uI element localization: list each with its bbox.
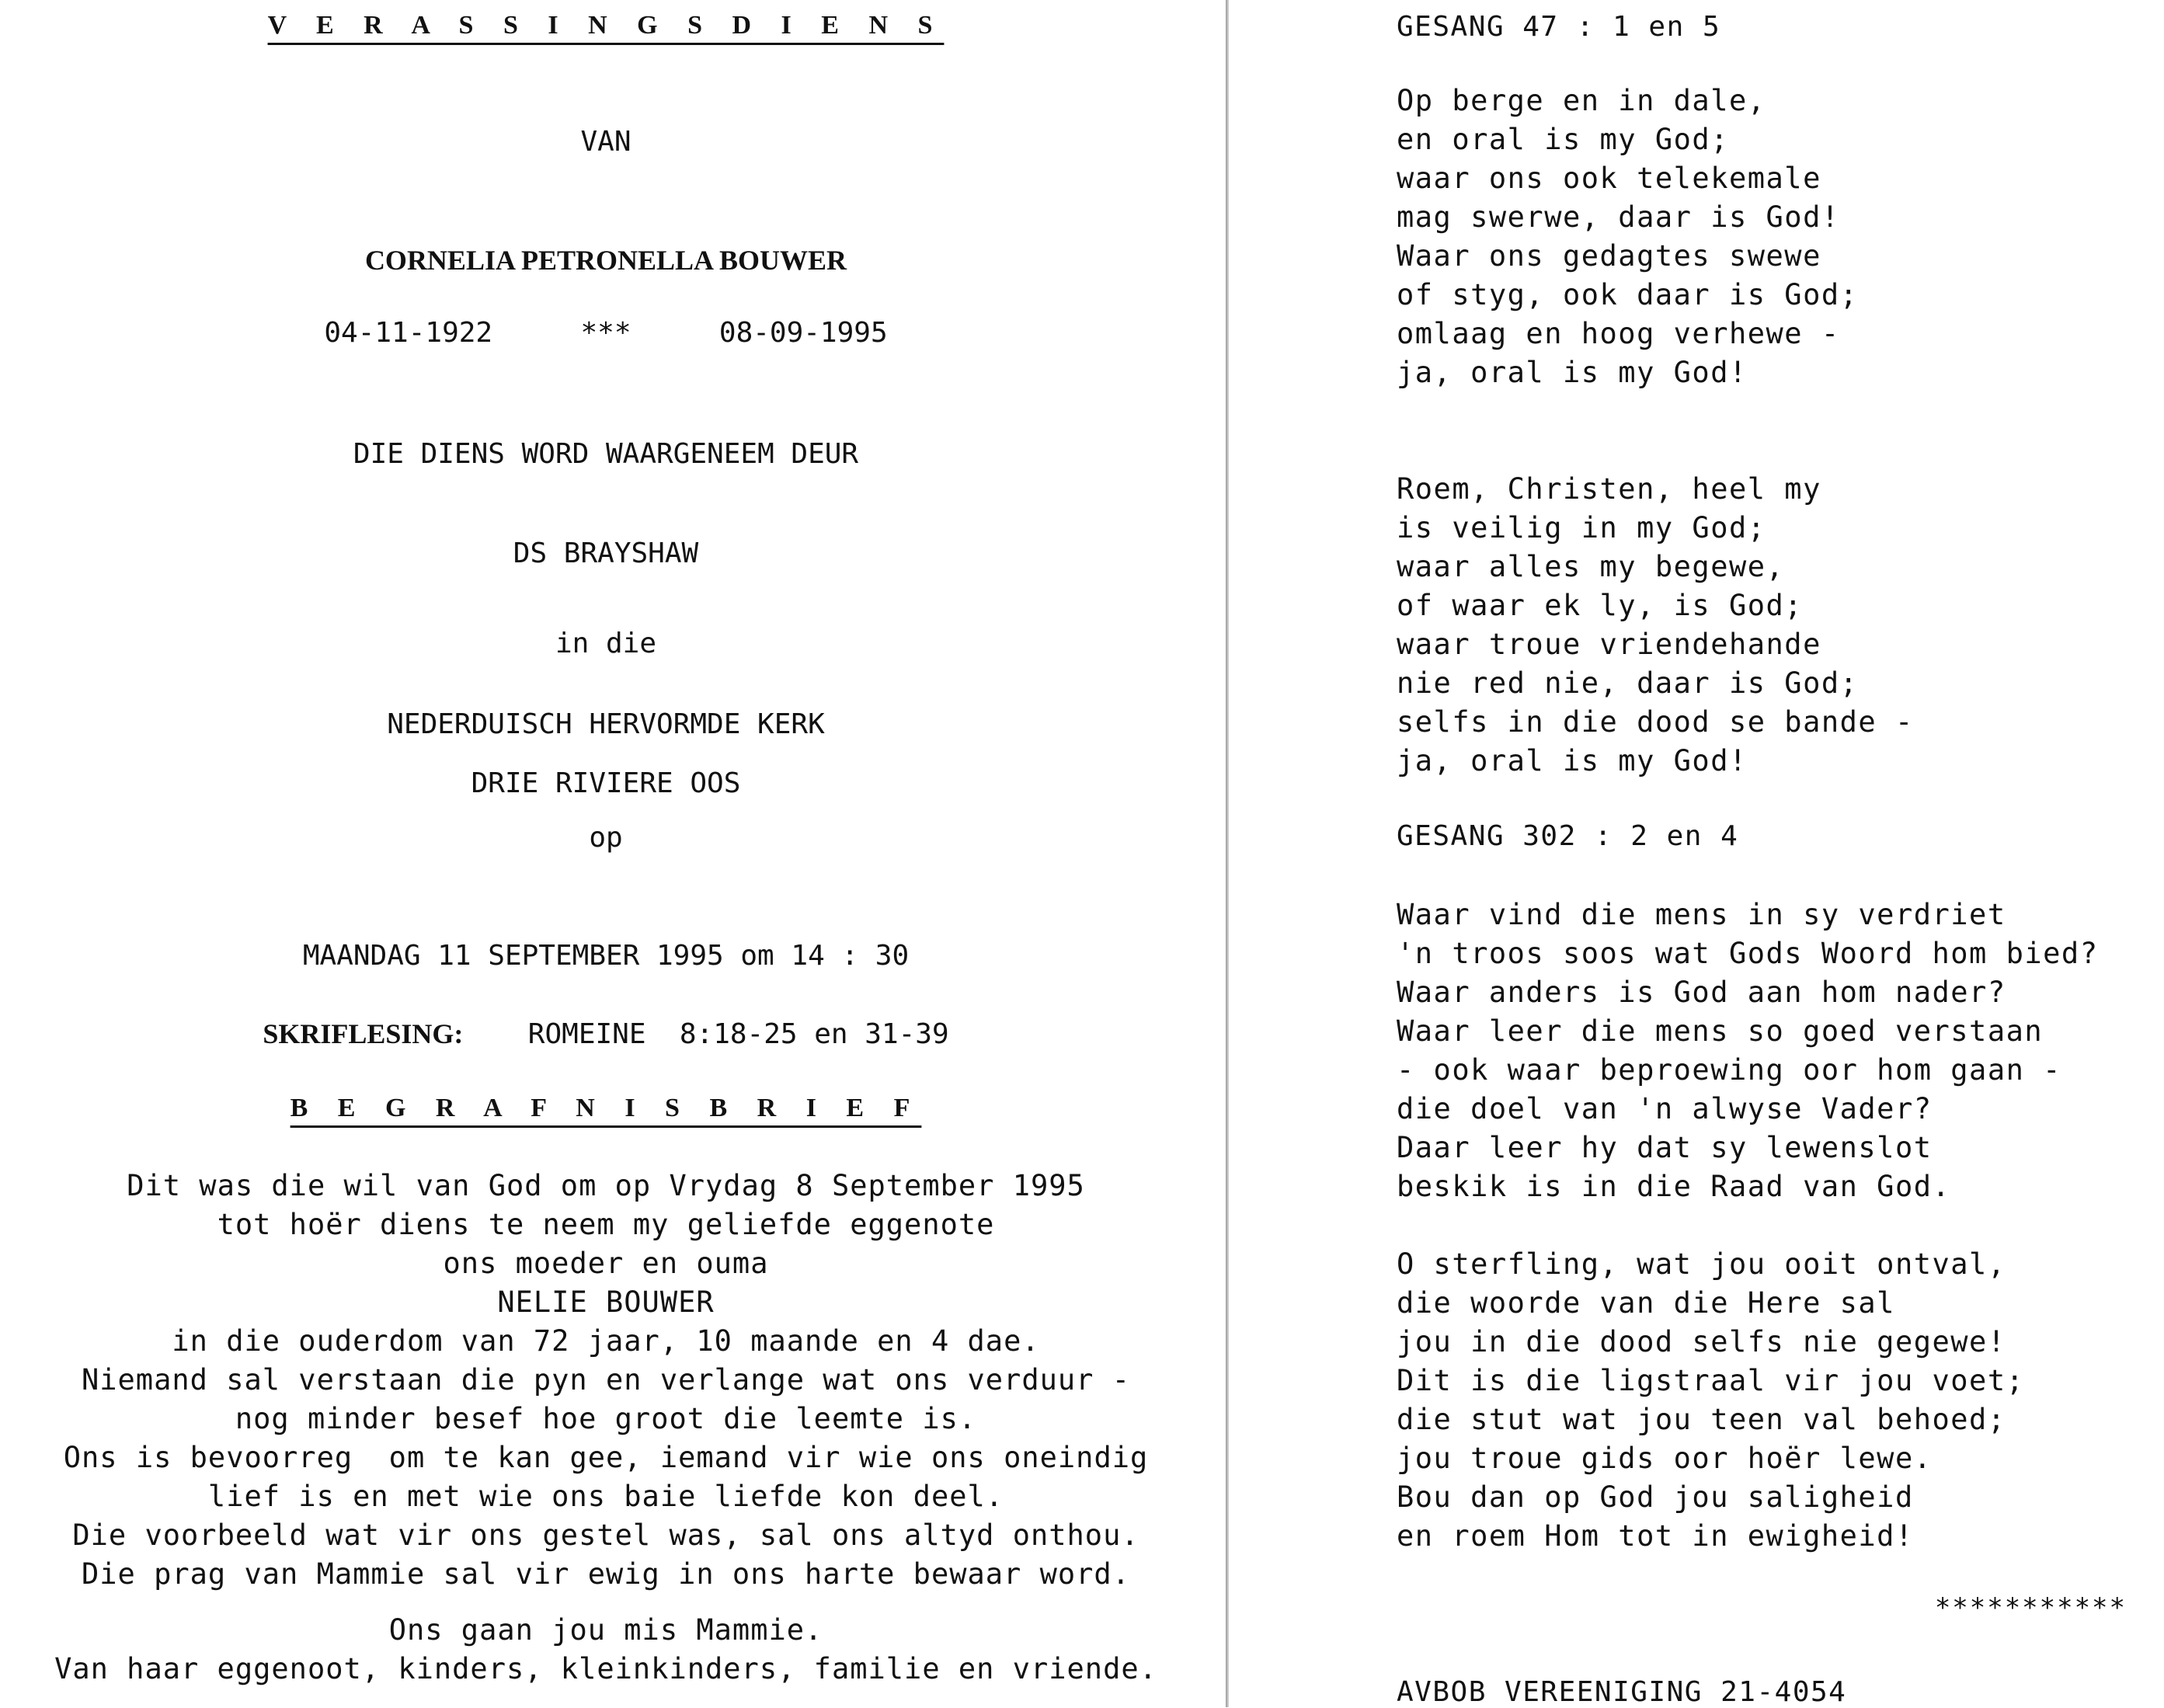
death-date: 08-09-1995 — [718, 317, 888, 349]
verse-line: en roem Hom tot in ewigheid! — [1397, 1519, 1914, 1553]
letter-line: Niemand sal verstaan die pyn en verlange wat ons verduur - — [81, 1363, 1130, 1397]
verse-line: - ook waar beproewing oor hom gaan - — [1397, 1053, 2061, 1087]
service-title: V E R A S S I N G S D I E N S — [267, 11, 945, 40]
life-dates — [0, 317, 1212, 349]
verse-line: O sterfling, wat jou ooit ontval, — [1397, 1247, 2006, 1281]
verse-line: waar alles my begewe, — [1397, 550, 1785, 583]
letter-line: Ons is bevoorreg om te kan gee, iemand vir wie ons oneindig — [63, 1441, 1149, 1474]
funeral-letter — [0, 1167, 1212, 1594]
verse-line: 'n troos soos wat Gods Woord hom bied? — [1397, 937, 2099, 970]
verse-line: ja, oral is my God! — [1397, 744, 1748, 777]
op-label: op — [589, 822, 623, 854]
verse-line: Roem, Christen, heel my — [1397, 472, 1821, 506]
letter-line: Dit was die wil van God om op Vrydag 8 September 1995 — [127, 1169, 1085, 1202]
verse-line: is veilig in my God; — [1397, 511, 1766, 544]
service-datetime: MAANDAG 11 SEPTEMBER 1995 om 14 : 30 — [302, 940, 910, 972]
church-location: DRIE RIVIERE OOS — [471, 767, 741, 799]
letter-title: B E G R A F N I S B R I E F — [290, 1094, 922, 1122]
verse-line: nie red nie, daar is God; — [1397, 666, 1859, 700]
verse-line: mag swerwe, daar is God! — [1397, 200, 1840, 234]
verse-line: ja, oral is my God! — [1397, 356, 1748, 389]
letter-closing — [0, 1611, 1212, 1689]
verse-line: Op berge en in dale, — [1397, 84, 1766, 117]
verse-line: Waar ons gedagtes swewe — [1397, 239, 1821, 273]
in-die-label: in die — [555, 628, 657, 659]
verse-line: Daar leer hy dat sy lewenslot — [1397, 1131, 1933, 1164]
closing-line: Van haar eggenoot, kinders, kleinkinders, familie en vriende. — [54, 1652, 1157, 1685]
van-label: VAN — [580, 126, 631, 158]
hymn1-title: GESANG 47 : 1 en 5 — [1397, 11, 1721, 43]
verse-line: die woorde van die Here sal — [1397, 1286, 1895, 1320]
verse-line: selfs in die dood se bande - — [1397, 705, 1914, 739]
letter-line: ons moeder en ouma — [443, 1247, 769, 1280]
verse-line: waar troue vriendehande — [1397, 628, 1821, 661]
closing-line: Ons gaan jou mis Mammie. — [388, 1613, 823, 1647]
scripture-label: SKRIFLESING: — [263, 1018, 464, 1049]
letter-line: tot hoër diens te neem my geliefde eggenote — [217, 1208, 995, 1241]
verse-line: die stut wat jou teen val behoed; — [1397, 1403, 2006, 1436]
verse-line: Dit is die ligstraal vir jou voet; — [1397, 1364, 2025, 1397]
letter-line: NELIE BOUWER — [497, 1285, 715, 1319]
date-separator: *** — [580, 317, 631, 349]
verse-line: Waar anders is God aan hom nader? — [1397, 976, 2006, 1009]
verse-line: waar ons ook telekemale — [1397, 162, 1821, 195]
deceased-name: CORNELIA PETRONELLA BOUWER — [364, 245, 847, 276]
page-fold — [1226, 0, 1229, 1707]
birth-date: 04-11-1922 — [324, 317, 493, 349]
verse-line: omlaag en hoog verhewe - — [1397, 317, 1840, 350]
verse-line: die doel van 'n alwyse Vader? — [1397, 1092, 1933, 1125]
letter-line: Die voorbeeld wat vir ons gestel was, sal ons altyd onthou. — [72, 1518, 1139, 1552]
scripture-text: ROMEINE 8:18-25 en 31-39 — [527, 1018, 949, 1050]
scripture-reading — [0, 1017, 1212, 1050]
end-stars: *********** — [1934, 1592, 2127, 1623]
verse-line: jou in die dood selfs nie gegewe! — [1397, 1325, 2006, 1358]
hymns-page — [1397, 0, 2142, 1707]
verse-line: en oral is my God; — [1397, 123, 1729, 156]
minister-name: DS BRAYSHAW — [513, 537, 699, 569]
letter-line: Die prag van Mammie sal vir ewig in ons harte bewaar word. — [81, 1557, 1130, 1591]
hymn2-title: GESANG 302 : 2 en 4 — [1397, 820, 1739, 852]
verse-line: Waar vind die mens in sy verdriet — [1397, 898, 2006, 931]
verse-line: Bou dan op God jou saligheid — [1397, 1480, 1914, 1514]
church-name: NEDERDUISCH HERVORMDE KERK — [387, 708, 825, 740]
verse-line: Waar leer die mens so goed verstaan — [1397, 1014, 2044, 1048]
officiated-line: DIE DIENS WORD WAARGENEEM DEUR — [353, 438, 859, 470]
letter-line: lief is en met wie ons baie liefde kon deel. — [207, 1480, 1004, 1513]
footer-avbob: AVBOB VEREENIGING 21-4054 — [1397, 1676, 1847, 1708]
verse-line: of waar ek ly, is God; — [1397, 589, 1804, 622]
letter-line: nog minder besef hoe groot die leemte is. — [235, 1402, 977, 1435]
letter-line: in die ouderdom van 72 jaar, 10 maande en 4 dae. — [172, 1324, 1040, 1358]
verse-line: jou troue gids oor hoër lewe. — [1397, 1442, 1933, 1475]
verse-line: of styg, ook daar is God; — [1397, 278, 1859, 311]
verse-line: beskik is in die Raad van God. — [1397, 1170, 1951, 1203]
